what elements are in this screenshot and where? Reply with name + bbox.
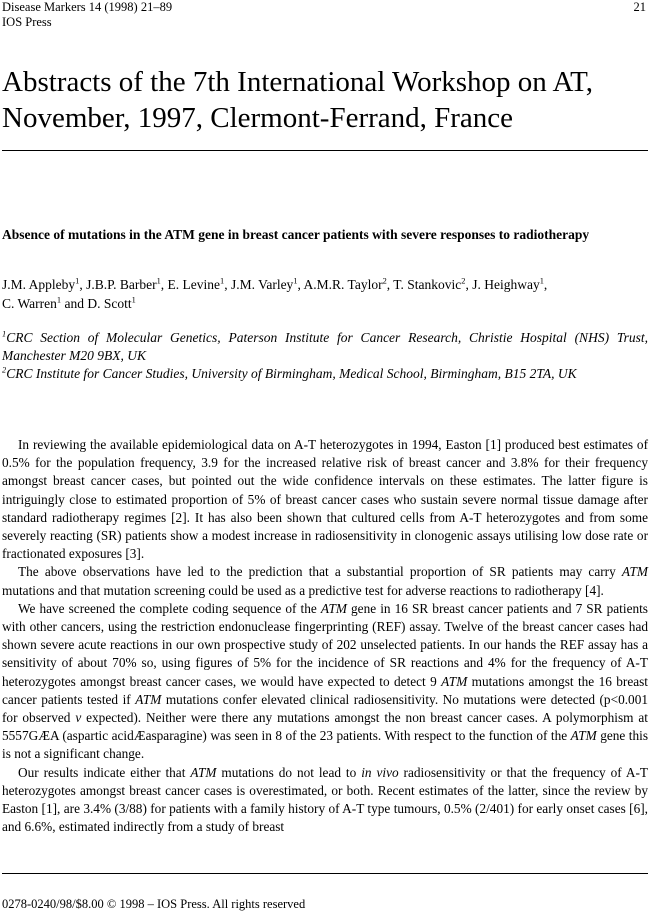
page-number: 21 bbox=[633, 0, 646, 14]
author-affiliation-mark: 2 bbox=[461, 276, 466, 286]
italic-term: ATM bbox=[320, 600, 347, 616]
paragraph-text: gene in 16 SR breast cancer patients and 7 SR patients with other cancers, using the restriction endonuclease fingerprinting (REF) assay. Twelve of the breast cancer cases had shown severe acute reactions in our own prospective study of 202 unselected patients. In our hands the REF assay has a sensitivity of about 70% so, using figures of 5% for the incidence of SR reactions and 4% for the frequency of A-T heterozygotes amongst breast cancer cases, we would have expected to detect 9 bbox=[2, 600, 648, 689]
author-name: A.M.R. Taylor bbox=[303, 277, 383, 292]
author-name: J.M. Appleby bbox=[2, 277, 76, 292]
paragraph-text: mutations do not lead to bbox=[216, 764, 362, 780]
author-separator: , bbox=[79, 277, 87, 292]
italic-term: in vivo bbox=[361, 764, 399, 780]
title-divider bbox=[2, 150, 648, 151]
author-affiliation-mark: 2 bbox=[382, 276, 387, 286]
affiliation-number: 1 bbox=[2, 329, 7, 339]
title-line-1: Abstracts of the 7th International Workshop on AT, bbox=[2, 66, 593, 98]
affiliation bbox=[2, 329, 648, 365]
body-paragraph bbox=[2, 563, 648, 599]
author-separator: , bbox=[465, 277, 473, 292]
author-separator: , bbox=[160, 277, 168, 292]
paragraph-text: mutations amongst the 16 breast cancer patients tested if bbox=[2, 673, 649, 707]
italic-term: ATM bbox=[135, 691, 162, 707]
body-paragraph bbox=[2, 764, 648, 837]
author-name: C. Warren bbox=[2, 296, 57, 311]
affiliation-text: CRC Section of Molecular Genetics, Paterson Institute for Cancer Research, Christie Hospital (NHS) Trust, Manchester M20 9BX, UK bbox=[2, 330, 648, 363]
author-affiliation-mark: 1 bbox=[131, 295, 136, 305]
author-affiliation-mark: 1 bbox=[75, 276, 80, 286]
author-affiliation-mark: 1 bbox=[56, 295, 62, 305]
paragraph-text: radiosensitivity or that the frequency of A-T heterozygotes amongst breast cancer cases is overestimated, or both. Recent estimates of the latter, since the review by Easton [1], are 3.4% (3/88) for patients with a family history of A-T type tumours, 0.5% (2/401) for early onset cases [6], and 6.6%, estimated indirectly from a study of breast bbox=[2, 764, 648, 835]
italic-term: ATM bbox=[621, 564, 648, 580]
paragraph-text: The above observations have led to the prediction that a substantial proportion of SR patients may carry bbox=[18, 564, 622, 580]
author-affiliation-mark: 1 bbox=[539, 276, 544, 286]
paragraph-text: We have screened the complete coding sequence of the bbox=[18, 600, 321, 616]
author-affiliation-mark: 1 bbox=[293, 276, 298, 286]
publisher-name: IOS Press bbox=[2, 15, 52, 29]
body-paragraph bbox=[2, 600, 648, 764]
author-name: T. Stankovic bbox=[393, 277, 462, 292]
copyright-notice: 0278-0240/98/$8.00 © 1998 – IOS Press. All rights reserved bbox=[2, 897, 306, 911]
author-affiliation-mark: 1 bbox=[156, 276, 161, 286]
affiliation-list bbox=[2, 329, 648, 383]
author-affiliation-mark: 1 bbox=[220, 276, 225, 286]
abstract-title: Absence of mutations in the ATM gene in breast cancer patients with severe responses to radiotherapy bbox=[2, 227, 590, 242]
affiliation bbox=[2, 365, 648, 383]
abstract-body bbox=[2, 436, 648, 836]
author-name: J.M. Varley bbox=[230, 277, 294, 292]
running-header bbox=[2, 0, 172, 30]
author-separator: , bbox=[224, 277, 231, 292]
paragraph-text: mutations confer elevated clinical radiosensitivity. No mutations were detected (p<0.001 for observed bbox=[2, 691, 648, 726]
author-name: J.B.P. Barber bbox=[86, 277, 157, 292]
author-name: E. Levine bbox=[167, 277, 220, 292]
page-title bbox=[2, 64, 647, 136]
affiliation-number: 2 bbox=[2, 365, 7, 375]
author-name: J. Heighway bbox=[472, 277, 540, 292]
affiliation-text: CRC Institute for Cancer Studies, University of Birmingham, Medical School, Birmingham, B15 2TA, UK bbox=[6, 366, 577, 381]
paragraph-text: Our results indicate either that bbox=[18, 764, 191, 780]
italic-term: ATM bbox=[441, 673, 468, 689]
paragraph-text: mutations and that mutation screening could be used as a predictive test for adverse reactions to radiotherapy [4]. bbox=[2, 582, 604, 598]
paragraph-text: gene this is not a significant change. bbox=[2, 728, 648, 762]
journal-citation: Disease Markers 14 (1998) 21–89 bbox=[2, 0, 173, 14]
italic-term: ATM bbox=[570, 728, 597, 744]
author-list bbox=[2, 275, 648, 313]
title-line-2: November, 1997, Clermont-Ferrand, France bbox=[2, 102, 514, 134]
author-separator: , bbox=[543, 277, 548, 292]
paragraph-text: In reviewing the available epidemiological data on A-T heterozygotes in 1994, Easton [1] produced best estimates of 0.5% for the population frequency, 3.9 for the increased relative risk of breast cancer and 3.8% for their frequency amongst breast cancer cases, but pointed out the wide confidence intervals on these estimates. The latter figure is intriguingly close to estimated proportion of 5% of breast cancer cases who sustain severe normal tissue damage after standard radiotherapy regimes [2]. It has also been shown that cultured cells from A-T heterozygotes and from some severely reacting (SR) patients show a modest increase in radiosensitivity in clonogenic assays utilising low dose rate or fractionated exposures [3]. bbox=[2, 437, 648, 562]
paragraph-text: expected). Neither were there any mutations amongst the non breast cancer cases. A polymorphism at 5557GÆA (aspartic acidÆasparagine) was seen in 8 of the 23 patients. With respect to the function of the bbox=[2, 710, 648, 744]
body-paragraph bbox=[2, 436, 648, 563]
author-separator: , bbox=[297, 277, 304, 292]
italic-term: ATM bbox=[190, 764, 217, 780]
footer-divider bbox=[2, 873, 648, 874]
italic-term: v bbox=[75, 710, 82, 726]
author-name: D. Scott bbox=[87, 296, 132, 311]
author-separator: and bbox=[61, 296, 88, 311]
author-separator: , bbox=[386, 277, 394, 292]
